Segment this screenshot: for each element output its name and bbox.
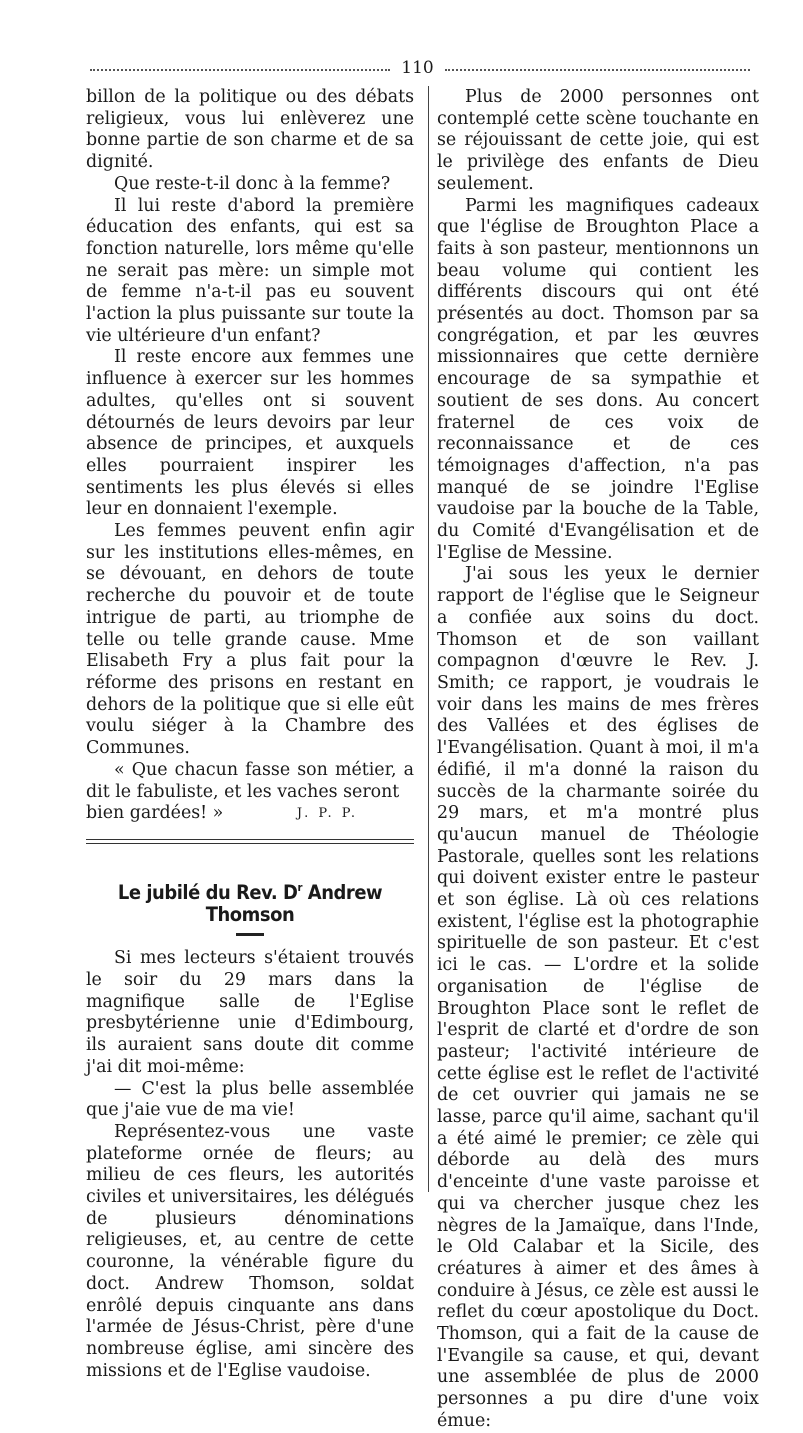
closing-line: [86, 803, 414, 825]
paragraph: J'ai sous les yeux le dernier rapport de l'église que le Seigneur a confiée aux soins du doct. Thomson et de son vaillant compagnon d'œuvre le Rev. J. Smith; ce rapport, je voudrais le voir dans les mains de mes frères des Vallées et des églises de l'Evangélisation. Quant à moi, il m'a édifié, il m'a donné la raison du succès de la charmante soirée du 29 mars, et m'a montré plus qu'aucun manuel de Théologie Pastorale, quelles sont les relations qui doivent exister entre le pasteur et son église. Là où ces relations existent, l'église est la photographie spirituelle de son pasteur. Et c'est ici le cas. — L'ordre et la solide organisation de l'église de Broughton Place sont le reflet de l'esprit de clarté et d'ordre de son pasteur; l'activité intérieure de cette église est le reflet de l'activité de cet ouvrier qui jamais ne se lasse, parce qu'il aime, sachant qu'il a été aimé le premier; ce zèle qui déborde au delà des murs d'enceinte d'une vaste paroisse et qui va chercher jusque chez les nègres de la Jamaïque, dans l'Inde, le Old Calabar et la Sicile, des créatures à aimer et des âmes à conduire à Jésus, ce zèle est aussi le reflet du cœur apostolique du Doct. Thomson, qui a fait de la cause de l'Evangile sa cause, et qui, devant une assemblée de plus de 2000 personnes a pu dire d'une voix émue:: [437, 564, 759, 1431]
paragraph: Les femmes peuvent enfin agir sur les institutions elles-mêmes, en se dévouant, en dehors de toute recherche du pouvoir et de toute intrigue de parti, au triomphe de telle ou telle grande cause. Mme Elisabeth Fry a plus fait pour la réforme des prisons en restant en dehors de la politique que si elle eût voulu siéger à la Chambre des Communes.: [86, 521, 414, 759]
paragraph: billon de la politique ou des débats religieux, vous lui enlèverez une bonne partie de son charme et de sa dignité.: [86, 87, 414, 173]
header-rule-left: [90, 69, 390, 71]
article-title: [99, 882, 401, 925]
paragraph: Que reste-t-il donc à la femme?: [114, 173, 391, 194]
article-paragraph: — C'est la plus belle assemblée que j'aie vue de ma vie!: [86, 1078, 414, 1121]
article-title-suffix: Andrew Thomson: [205, 880, 383, 926]
left-column: [86, 87, 414, 1382]
right-column: [437, 87, 759, 1433]
title-rule: [236, 933, 264, 936]
paragraph: Plus de 2000 personnes ont contemplé cette scène touchante en se réjouissant de cette joie, qui est le privilège des enfants de Dieu seulement.: [437, 87, 759, 194]
signature: J. P. P.: [296, 806, 358, 822]
page-header: [90, 58, 750, 78]
paragraph: « Que chacun fasse son métier, a dit le fabuliste, et les vaches seront: [86, 759, 414, 802]
paragraph: Parmi les magnifiques cadeaux que l'église de Broughton Place a faits à son pasteur, mentionnons un beau volume qui contient les différents discours qui ont été présentés au doct. Thomson par sa congrégation, et par les œuvres missionnaires que cette dernière encourage de sa sympathie et soutient de ses dons. Au concert fraternel de ces voix de reconnaissance et de ces témoignages d'affection, n'a pas manqué de se joindre l'Eglise vaudoise par la bouche de la Table, du Comité d'Evangélisation et de l'Eglise de Messine.: [437, 195, 759, 563]
paragraph: Il lui reste d'abord la première éducation des enfants, qui est sa fonction naturelle, lors même qu'elle ne serait pas mère: un simple mot de femme n'a-t-il pas eu souvent l'action la plus puissante sur toute la vie ultérieure d'un enfant?: [86, 195, 414, 346]
paragraph: Il reste encore aux femmes une influence à exercer sur les hommes adultes, qu'elles ont si souvent détournés de leurs devoirs par leur absence de principes, et auxquels elles pourraient inspirer les sentiments les plus élevés si elles leur en donnaient l'exemple.: [86, 347, 414, 520]
column-divider: [428, 86, 429, 1192]
closing-quote: bien gardées! »: [86, 803, 224, 824]
article-paragraph: Si mes lecteurs s'étaient trouvés le soir du 29 mars dans la magnifique salle de l'Eglise presbytérienne unie d'Edimbourg, ils auraient sans doute dit comme j'ai dit moi-même:: [86, 948, 414, 1077]
article-paragraph: Représentez-vous une vaste plateforme ornée de fleurs; au milieu de ces fleurs, les autorités civiles et universitaires, les délégués de plusieurs dénominations religieuses, et, au centre de cette couronne, la vénérable figure du doct. Andrew Thomson, soldat enrôlé depuis cinquante ans dans l'armée de Jésus-Christ, père d'une nombreuse église, ami sincère des missions et de l'Eglise vaudoise.: [86, 1121, 414, 1381]
section-separator: [86, 839, 414, 844]
article-title-prefix: Le jubilé du Rev. D: [117, 880, 298, 904]
header-rule-right: [445, 69, 750, 71]
page-number: 110: [401, 58, 434, 78]
article-title-sup: r: [297, 880, 303, 894]
